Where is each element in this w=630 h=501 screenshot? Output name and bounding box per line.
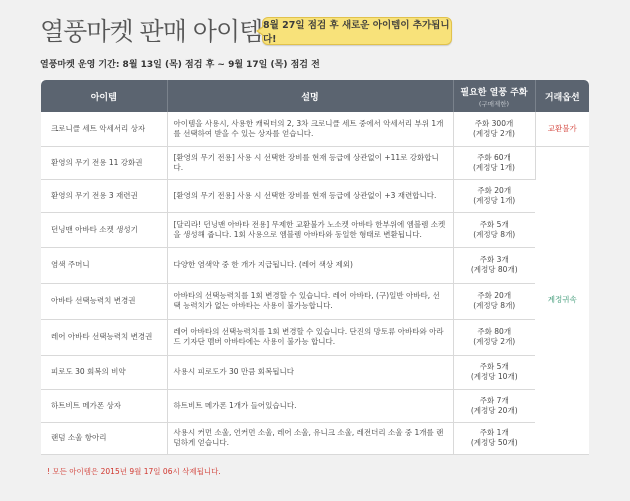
trade-option-untradable: 교환불가: [535, 112, 589, 146]
table-row: [41, 112, 589, 146]
price-limit: (계정당 20개): [470, 405, 518, 415]
table-row: [41, 319, 589, 355]
item-name: 크로니클 세트 악세서리 상자: [41, 112, 167, 146]
price-amount: 주화 300개: [474, 118, 514, 128]
price-amount: 주화 80개: [477, 327, 512, 336]
item-description: 다양한 염색약 중 한 개가 지급됩니다. (레어 색상 제외): [167, 247, 453, 283]
price-amount: 주화 5개: [479, 219, 509, 229]
column-header-price: [453, 80, 535, 112]
item-price: [453, 283, 535, 319]
item-description: [환영의 무기 전용] 사용 시 선택한 장비를 현재 등급에 상관없이 +3 재련합니다.: [167, 179, 453, 212]
trade-option-account-bound: 계정귀속: [535, 146, 589, 454]
item-price: [453, 212, 535, 247]
item-name: 염색 주머니: [41, 247, 167, 283]
item-name: 하트비트 메가폰 상자: [41, 389, 167, 422]
table-row: [41, 283, 589, 319]
table-row: [41, 355, 589, 389]
price-limit: (계정당 1개): [473, 195, 516, 205]
price-amount: 주화 7개: [479, 395, 509, 405]
column-header-trade: 거래옵션: [535, 80, 589, 112]
item-description: 사용시 커먼 소울, 언커먼 소울, 레어 소울, 유니크 소울, 레전더리 소울 중 1개를 랜덤하게 얻습니다.: [167, 422, 453, 454]
price-limit: (계정당 8개): [473, 301, 516, 310]
price-limit: (계정당 50개): [470, 438, 518, 447]
price-limit: (계정당 1개): [473, 162, 515, 172]
item-description: 아이템을 사용시, 사용한 캐릭터의 2, 3차 크로니클 세트 중에서 악세서리 부위 1개를 선택하여 받을 수 있는 상자를 얻습니다.: [167, 112, 453, 146]
item-description: 하트비트 메가폰 1개가 들어있습니다.: [167, 389, 453, 422]
item-name: 아바타 선택능력치 변경권: [41, 283, 167, 319]
price-amount: 주화 5개: [479, 362, 509, 371]
price-limit: (계정당 2개): [473, 337, 516, 346]
item-name: 환영의 무기 전용 3 재련권: [41, 179, 167, 212]
item-name: 던닝맨 아바타 소켓 생성기: [41, 212, 167, 247]
price-amount: 주화 60개: [477, 152, 511, 162]
item-description: [달리라! 던닝맨 아바타 전용] 무제한 교환불가 노소켓 아바타 한부위에 엠블렘 소켓을 생성해 줍니다. 1회 사용으로 엠블렘 아바타와 동일한 형태로 변환됩니다.: [167, 212, 453, 247]
table-row: [41, 179, 589, 212]
column-header-price-label: 필요한 열풍 주화: [460, 87, 528, 98]
item-description: 레어 아바타의 선택능력치를 1회 변경할 수 있습니다. 단진의 망토류 아바타와 아라드 기자단 멤버 아바타에는 사용이 불가능 합니다.: [167, 319, 453, 355]
price-limit: (계정당 8개): [473, 229, 516, 239]
item-price: [453, 389, 535, 422]
item-name: 환영의 무기 전용 11 강화권: [41, 146, 167, 179]
price-limit: (계정당 80개): [470, 265, 518, 274]
item-table-container: [41, 80, 589, 455]
market-period-text: 열풍마켓 운영 기간: 8월 13일 (목) 점검 후 ~ 9월 17일 (목) 점검 전: [40, 60, 320, 70]
price-amount: 주화 20개: [477, 291, 512, 300]
table-header-row: [41, 80, 589, 112]
item-price: [453, 319, 535, 355]
page-title: 열풍마켓 판매 아이템: [40, 17, 263, 46]
item-name: 랜덤 소울 항아리: [41, 422, 167, 454]
price-amount: 주화 1개: [479, 428, 509, 437]
item-price: [453, 422, 535, 454]
column-header-description: 설명: [167, 80, 453, 112]
item-description: [환영의 무기 전용] 사용 시 선택한 장비를 현재 등급에 상관없이 +11로 강화합니다.: [167, 146, 453, 179]
price-limit: (계정당 2개): [473, 128, 515, 138]
price-limit: (계정당 10개): [470, 372, 518, 381]
table-row: [41, 212, 589, 247]
item-name: 레어 아바타 선택능력치 변경권: [41, 319, 167, 355]
deletion-footnote: ! 모든 아이템은 2015년 9월 17일 06시 삭제됩니다.: [47, 467, 221, 476]
item-price: [453, 179, 535, 212]
table-row: [41, 247, 589, 283]
item-price: [453, 112, 535, 146]
item-name: 피로도 30 회복의 비약: [41, 355, 167, 389]
item-table: [41, 80, 589, 455]
table-row: [41, 389, 589, 422]
table-row: [41, 146, 589, 179]
price-amount: 주화 3개: [479, 255, 509, 264]
item-price: [453, 146, 535, 179]
column-header-item: 아이템: [41, 80, 167, 112]
price-amount: 주화 20개: [477, 185, 512, 195]
item-description: 아바타의 선택능력치를 1회 변경할 수 있습니다. 레어 아바타, (구)일반 아바타, 선택 능력치가 없는 아바타는 사용이 불가능합니다.: [167, 283, 453, 319]
column-header-price-sub: (구매제한): [478, 99, 510, 108]
table-row: [41, 422, 589, 454]
update-notice-badge: 8월 27일 점검 후 새로운 아이템이 추가됩니다!: [262, 17, 452, 45]
item-description: 사용시 피로도가 30 만큼 회복됩니다: [167, 355, 453, 389]
item-price: [453, 247, 535, 283]
item-price: [453, 355, 535, 389]
